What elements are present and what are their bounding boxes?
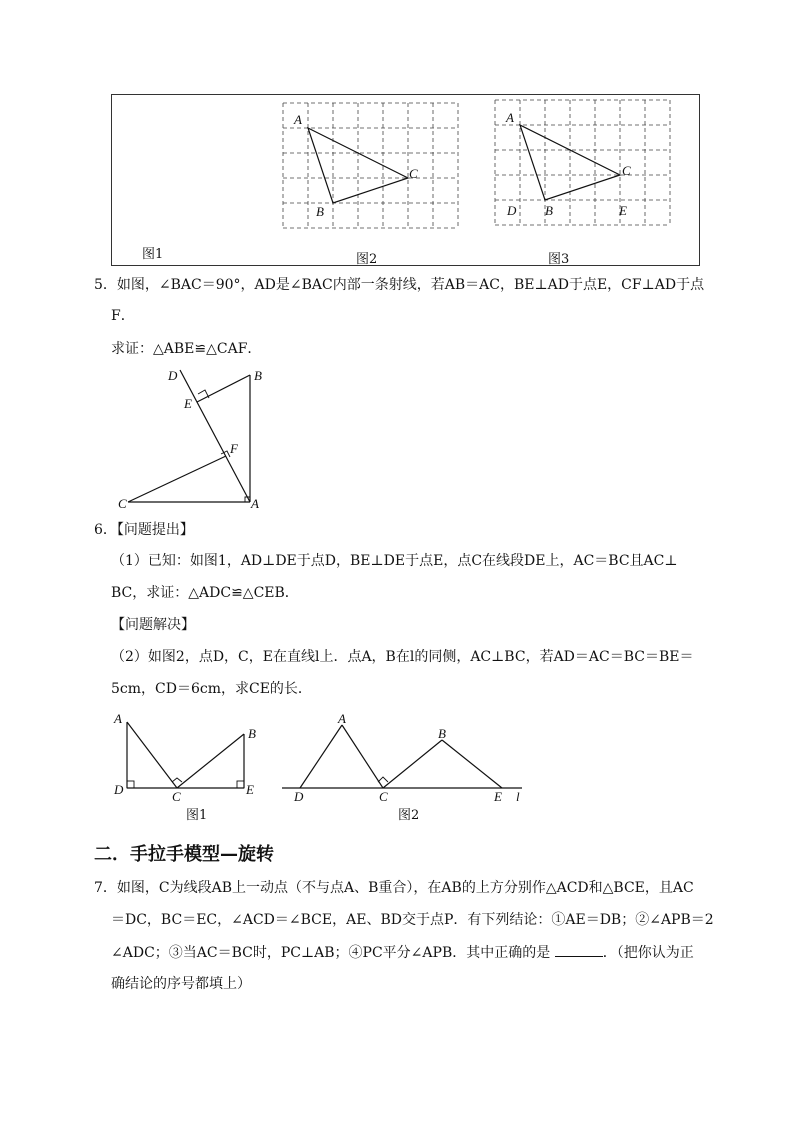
fig2-label-a: A — [294, 112, 302, 127]
p7-line3 — [111, 942, 694, 963]
fig2-label-c: C — [409, 166, 418, 181]
p6-fig1-label-c: C — [172, 789, 181, 804]
p6-fig1-label-b: B — [248, 726, 256, 741]
p6-fig2-label-b: B — [438, 726, 446, 741]
p6-q2-line1: （2）如图2，点D，C，E在直线l上．点A，B在l的同侧，AC⊥BC，若AD＝AC＝BC＝BE＝ — [111, 649, 694, 665]
p5-label-a: A — [251, 496, 259, 511]
p5-line3: 求证：△ABE≌△CAF． — [111, 341, 262, 357]
p7-line4: 确结论的序号都填上） — [111, 976, 251, 992]
p5-line1: 5．如图，∠BAC＝90°，AD是∠BAC内部一条射线，若AB＝AC，BE⊥AD于点E，CF⊥AD于点 — [94, 277, 705, 293]
p6-fig1-label-a: A — [114, 711, 122, 726]
p5-label-e: E — [184, 396, 192, 411]
fig3-label-b: B — [545, 203, 553, 218]
p6-q1-line2: BC，求证：△ADC≌△CEB． — [111, 585, 299, 601]
fig3-label-c: C — [622, 163, 631, 178]
fig2-label-b: B — [316, 204, 324, 219]
section-heading: 二．手拉手模型—旋转 — [94, 844, 274, 865]
p6-q1-line1: （1）已知：如图1，AD⊥DE于点D，BE⊥DE于点E，点C在线段DE上，AC＝BC且AC⊥ — [111, 553, 678, 569]
p7-line3-tail: ．（把你认为正 — [602, 945, 694, 961]
answer-blank[interactable] — [555, 942, 603, 957]
p6-fig2-label-e: E — [494, 789, 502, 804]
caption-fig1: 图1 — [142, 247, 164, 262]
p5-label-b: B — [254, 368, 262, 383]
p5-label-d: D — [168, 368, 178, 383]
p6-fig1 — [127, 722, 244, 788]
caption-fig3: 图3 — [548, 252, 570, 267]
fig3-label-d: D — [507, 203, 517, 218]
caption-fig2: 图2 — [356, 252, 378, 267]
p5-label-f: F — [230, 441, 238, 456]
p6-fig2-label-d: D — [294, 789, 304, 804]
p5-line2: F． — [111, 308, 135, 324]
p6-q2-line2: 5cm，CD＝6cm，求CE的长． — [111, 681, 312, 697]
p6-fig1-label-d: D — [114, 782, 124, 797]
fig3-label-e: E — [619, 203, 627, 218]
p6-fig2-caption: 图2 — [398, 808, 420, 823]
p7-line1: 7．如图，C为线段AB上一动点（不与点A、B重合），在AB的上方分别作△ACD和△BCE，且AC — [94, 880, 694, 896]
p6-fig2-label-a: A — [338, 711, 346, 726]
p6-fig2-label-l: l — [516, 789, 520, 804]
grid-2 — [283, 103, 458, 228]
p6-fig2-label-c: C — [379, 789, 388, 804]
p6-fig2 — [282, 725, 522, 788]
p5-label-c: C — [118, 496, 127, 511]
p7-line2: ＝DC，BC＝EC，∠ACD＝∠BCE，AE、BD交于点P．有下列结论：①AE＝DB；②∠APB＝2 — [111, 912, 714, 928]
p6-fig1-label-e: E — [246, 782, 254, 797]
p6-subtitle: 【问题解决】 — [111, 617, 195, 633]
p6-fig1-caption: 图1 — [186, 808, 208, 823]
p6-title: 6．【问题提出】 — [94, 522, 194, 538]
grid-figures — [0, 0, 794, 280]
p7-line3-text: ∠ADC；③当AC＝BC时，PC⊥AB；④PC平分∠APB．其中正确的是 — [111, 945, 551, 961]
grid-3 — [495, 100, 670, 225]
fig3-label-a: A — [506, 110, 514, 125]
